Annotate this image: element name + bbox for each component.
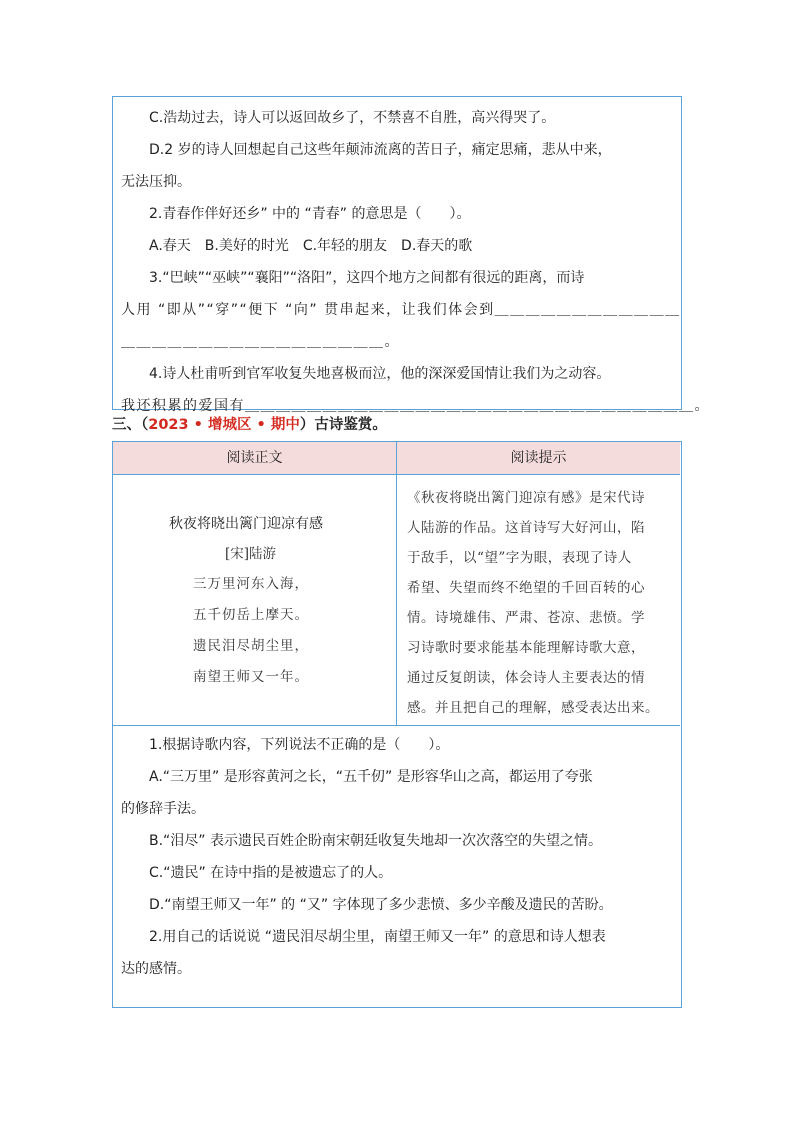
option-d: D.2 岁的诗人回想起自己这些年颠沛流离的苦日子，痛定思痛，悲从中来， (149, 142, 612, 158)
header-reading-text: 阅读正文 (113, 442, 397, 475)
tip-line: 《秋夜将晓出篱门迎凉有感》是宋代诗 (407, 490, 645, 506)
poem-cell (113, 475, 397, 726)
option-b: B.“泪尽” 表示遗民百姓企盼南宋朝廷收复失地却一次次落空的失望之情。 (149, 833, 603, 849)
question-2: 2.用自己的话说说 “遗民泪尽胡尘里，南望王师又一年” 的意思和诗人想表 (149, 929, 606, 945)
option-d-cont: 无法压抑。 (121, 174, 191, 190)
section-heading (112, 412, 387, 438)
poem-line: 五千仞岳上摩天。 (193, 607, 309, 623)
option-c: C.浩劫过去，诗人可以返回故乡了，不禁喜不自胜，高兴得哭了。 (149, 110, 556, 126)
question-4-blank: 我还积累的爱国有＿＿＿＿＿＿＿＿＿＿＿＿＿＿＿＿＿＿＿＿＿＿＿＿＿＿＿＿＿。 (121, 398, 710, 414)
header-reading-tips: 阅读提示 (397, 442, 680, 475)
question-1: 1.根据诗歌内容，下列说法不正确的是（ ）。 (149, 737, 450, 753)
section-prefix: 三、（ (112, 417, 149, 433)
poem-author: [宋]陆游 (225, 546, 277, 562)
question-3-blank: ＿＿＿＿＿＿＿＿＿＿＿＿＿＿＿＿＿。 (121, 334, 400, 350)
questions-area (121, 729, 677, 985)
tips-cell (397, 475, 680, 726)
section-source: 2023 • 增城区 • 期中 (148, 417, 300, 433)
tip-line: 希望、失望而终不绝望的千回百转的心 (407, 580, 645, 596)
option-c: C.“遗民” 在诗中指的是被遗忘了的人。 (149, 865, 393, 881)
tip-line: 习诗歌时要求能基本能理解诗歌大意， (407, 640, 645, 656)
option-a: A.“三万里” 是形容黄河之长，“五千仞” 是形容华山之高，都运用了夸张 (149, 769, 593, 785)
question-4: 4.诗人杜甫听到官军收复失地喜极而泣，他的深深爱国情让我们为之动容。 (149, 366, 611, 382)
tip-line: 感。并且把自己的理解，感受表达出来。 (407, 700, 659, 716)
poem-line: 南望王师又一年。 (193, 669, 309, 685)
option-a-cont: 的修辞手法。 (121, 801, 205, 817)
question-2: 2.青春作伴好还乡” 中的 “青春” 的意思是（ ）。 (149, 206, 471, 222)
tip-line: 人陆游的作品。这首诗写大好河山，陷 (407, 520, 645, 536)
question-2-options: A.春天 B.美好的时光 C.年轻的朋友 D.春天的歌 (149, 238, 473, 254)
tip-line: 情。诗境雄伟、严肃、苍凉、悲愤。学 (407, 610, 645, 626)
section-suffix: ）古诗鉴赏。 (299, 417, 387, 433)
question-2-cont: 达的感情。 (121, 961, 191, 977)
question-3: 3.“巴峡”“巫峡”“襄阳”“洛阳”，这四个地方之间都有很远的距离，而诗 (149, 270, 585, 286)
question-3-cont: 人用 “即从”“穿”“便下 “向” 贯串起来，让我们体会到＿＿＿＿＿＿＿＿＿＿＿＿ (121, 302, 681, 318)
question-box-top (112, 96, 710, 414)
poem-line: 遗民泪尽胡尘里， (193, 638, 309, 654)
tip-line: 于敌手，以“望”字为眼，表现了诗人 (407, 550, 632, 566)
tip-line: 通过反复朗读，体会诗人主要表达的情 (407, 670, 645, 686)
option-d: D.“南望王师又一年” 的 “又” 字体现了多少悲愤、多少辛酸及遗民的苦盼。 (149, 897, 613, 913)
poem-line: 三万里河东入海， (193, 576, 309, 592)
poem-title: 秋夜将晓出篱门迎凉有感 (169, 516, 323, 532)
poem-table (112, 441, 682, 1008)
